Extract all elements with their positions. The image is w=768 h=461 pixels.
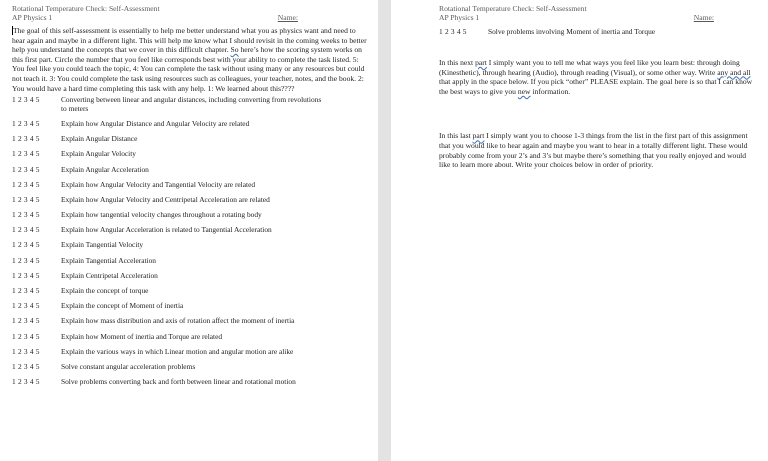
rating-scale[interactable]: 1 2 3 4 5	[12, 134, 40, 144]
assessment-item	[12, 272, 368, 281]
assessment-item-text: Explain the concept of Moment of inertia	[61, 301, 184, 311]
assessment-item-text: Explain the various ways in which Linear motion and angular motion are alike	[61, 346, 294, 356]
learn-text-a: In this next	[439, 58, 476, 67]
assessment-item	[12, 226, 368, 235]
choose-text-b: I simply want you to choose 1-3 things from the list in the first part of this assignment that you would like to hear again and maybe you want to hear in a totally different light. These would probably come from your 2’s and 3’s but maybe there’s something that you really enjoyed and would like to learn more about. Write your choices below in order of priority.	[439, 131, 748, 170]
assessment-item-text: Explain how mass distribution and axis of rotation affect the moment of inertia	[61, 316, 295, 326]
assessment-item-text: Explain how tangential velocity changes throughout a rotating body	[61, 210, 262, 220]
assessment-item-text: Explain the concept of torque	[61, 286, 149, 295]
assessment-item-text: Explain how Angular Acceleration is related to Tangential Acceleration	[61, 225, 272, 235]
assessment-list	[12, 96, 368, 387]
assessment-item	[12, 135, 368, 144]
rating-scale[interactable]: 1 2 3 4 5	[12, 225, 40, 235]
assessment-item-text: Explain Tangential Acceleration	[61, 255, 156, 265]
assessment-item	[12, 211, 368, 220]
assessment-item	[12, 363, 368, 372]
rating-scale[interactable]: 1 2 3 4 5	[12, 331, 40, 341]
assessment-item	[12, 257, 368, 266]
learn-text-b: I simply want you to tell me what ways you feel like you learn best: through doing (Kinesthetic), through hearing (Audio), through reading (Visual), or some other way. Write	[439, 58, 740, 77]
learn-new-word: new	[517, 86, 531, 96]
intro-text-1: The goal of this self-assessment is essentially to help me better understand what you as physics want and need to hear again and maybe in a different light. This will help me know what I should revisit in the coming weeks to better help you understand the concepts that we cover in this difficult chapter.	[12, 26, 367, 55]
assessment-item-text: Solve problems involving Moment of inertia and Torque	[488, 27, 656, 36]
name-field-label[interactable]: Name:	[277, 13, 298, 22]
rating-scale[interactable]: 1 2 3 4 5	[12, 179, 40, 189]
choose-text-a: In this last	[439, 131, 473, 141]
choose-part-word: part	[472, 131, 485, 141]
learn-part-word: part	[475, 58, 487, 67]
learn-text-d: information.	[530, 86, 571, 96]
assessment-item	[12, 96, 368, 113]
page-header	[12, 4, 368, 22]
document-title: Rotational Temperature Check: Self-Assessment	[12, 4, 160, 13]
assessment-item-text: Explain how Angular Distance and Angular Velocity are related	[61, 118, 250, 128]
rating-scale[interactable]: 1 2 3 4 5	[12, 377, 40, 387]
assessment-item-text: Solve problems converting back and forth between linear and rotational motion	[61, 377, 296, 387]
rating-scale[interactable]: 1 2 3 4 5	[12, 346, 40, 356]
learn-any-and-all: any and all	[717, 67, 751, 77]
assessment-item-text: Explain Tangential Velocity	[61, 240, 144, 250]
assessment-item-text: Explain Angular Velocity	[61, 149, 136, 159]
document-page-left	[0, 0, 378, 461]
rating-scale[interactable]: 1 2 3 4 5	[12, 255, 40, 265]
assessment-item	[12, 241, 368, 250]
assessment-item-text: Explain Centripetal Acceleration	[61, 270, 158, 280]
assessment-item	[12, 348, 368, 357]
assessment-item	[12, 317, 368, 326]
assessment-item-text: Explain Angular Acceleration	[61, 164, 149, 174]
rating-scale[interactable]: 1 2 3 4 5	[12, 301, 40, 311]
rating-scale[interactable]: 1 2 3 4 5	[12, 95, 40, 105]
rating-scale[interactable]: 1 2 3 4 5	[12, 164, 40, 174]
assessment-item	[12, 120, 368, 129]
assessment-item-text: Solve constant angular acceleration problems	[61, 361, 196, 371]
rating-scale[interactable]: 1 2 3 4 5	[12, 210, 40, 220]
assessment-item-text: Converting between linear and angular distances, including converting from revolutions to meters	[61, 95, 322, 113]
assessment-item	[12, 302, 368, 311]
assessment-item-text: Explain how Moment of inertia and Torque are related	[61, 331, 223, 341]
rating-scale[interactable]: 1 2 3 4 5	[12, 149, 40, 159]
learning-style-paragraph[interactable]	[439, 58, 754, 96]
assessment-item	[12, 287, 368, 296]
intro-so-word: So	[230, 45, 239, 55]
assessment-item	[12, 333, 368, 342]
assessment-item	[12, 150, 368, 159]
rating-scale[interactable]: 1 2 3 4 5	[12, 286, 40, 295]
rating-scale[interactable]: 1 2 3 4 5	[12, 240, 40, 250]
course-label: AP Physics 1	[439, 13, 480, 22]
learn-text-c: that apply in the space below. If you pick “other” PLEASE explain. The goal here is so that I can know the best ways to give you	[439, 77, 753, 96]
assessment-item	[12, 181, 368, 190]
rating-scale[interactable]: 1 2 3 4 5	[12, 118, 40, 128]
assessment-item	[12, 166, 368, 175]
page-header	[439, 4, 754, 22]
document-title: Rotational Temperature Check: Self-Assessment	[439, 4, 587, 13]
assessment-item	[12, 378, 368, 387]
document-page-right	[391, 0, 768, 461]
rating-scale[interactable]: 1 2 3 4 5	[439, 27, 467, 36]
assessment-item-text: Explain how Angular Velocity and Centripetal Acceleration are related	[61, 194, 270, 204]
name-field-label[interactable]: Name:	[693, 13, 714, 22]
rating-scale[interactable]: 1 2 3 4 5	[12, 194, 40, 204]
intro-paragraph[interactable]	[12, 26, 368, 93]
rating-scale[interactable]: 1 2 3 4 5	[12, 270, 40, 280]
assessment-item-text: Explain how Angular Velocity and Tangential Velocity are related	[61, 179, 256, 189]
assessment-item	[439, 27, 754, 36]
intro-text-2: here’s how the scoring system works on this first part. Circle the number that you feel like corresponds best with your ability to complete the task listed. 5: You feel like you could teach the topic, 4: You can complete the task without using many or any resources but could not teach it. 3: You could complete the task using resources such as colleagues, your teacher, notes, and the book. 2: You would have a hard time completing this task with any help. 1: We learned about this????	[12, 45, 365, 93]
course-label: AP Physics 1	[12, 13, 53, 22]
assessment-item	[12, 196, 368, 205]
assessment-item-text: Explain Angular Distance	[61, 134, 138, 144]
rating-scale[interactable]: 1 2 3 4 5	[12, 361, 40, 371]
rating-scale[interactable]: 1 2 3 4 5	[12, 316, 40, 326]
priority-choices-paragraph[interactable]	[439, 131, 754, 169]
